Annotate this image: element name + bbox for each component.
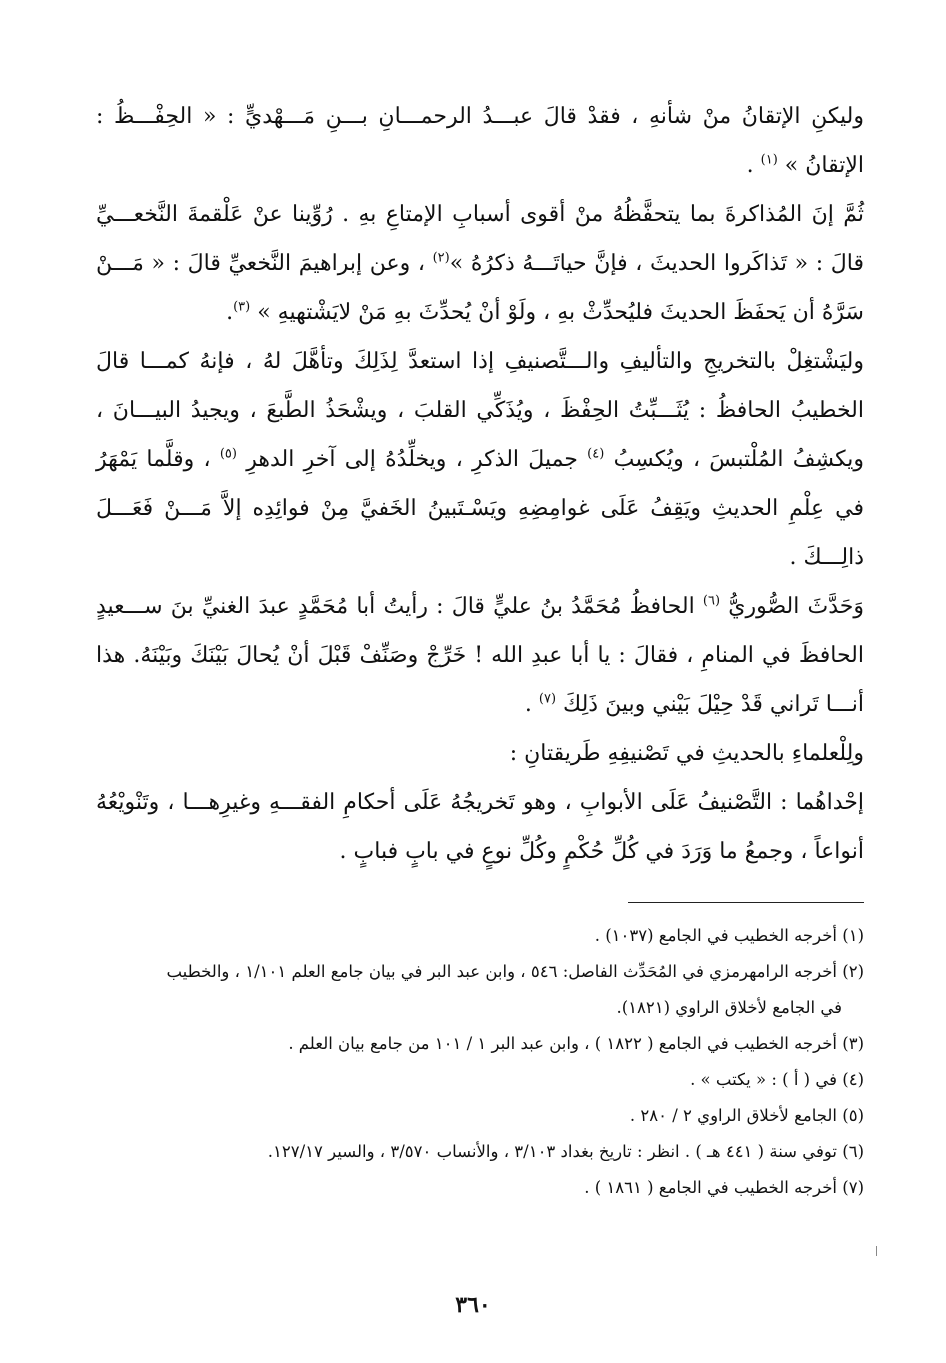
footnote-ref-1: (١)	[760, 152, 778, 168]
paragraph-2-text-a: ثُمَّ إنَ المُذاكرةَ بما يتحفَّظُهُ منْ أقوى أسبابِ الإمتاعِ بهِ . رُوِّينا عنْ عَلْقمةَ النَّخعـــيِّ قالَ : « تَذاكَروا الحديثَ ، فإنَّ حياتَـــهُ ذكرُهُ »	[96, 202, 864, 276]
margin-mark	[876, 1246, 877, 1256]
footnote-ref-4: (٤)	[587, 446, 605, 462]
paragraph-2-end: .	[226, 300, 234, 325]
footnote-ref-5: (٥)	[219, 446, 237, 462]
paragraph-6-text: إحْداهُما : التَّصْنيفُ عَلَى الأبوابِ ، وهو تَخريجُهُ عَلَى أحكامِ الفقـــهِ وغيرِهـــا ، وتَنْويْعُهُ أنواعاً ، وجمعُ ما وَرَدَ في كُلِّ حُكْمٍ وكُلِّ نوعٍ في بابٍ فبابٍ .	[96, 790, 864, 864]
footnotes	[96, 918, 864, 1206]
footnote-4: (٤) في ( أ ) : « يكتب » .	[690, 1070, 864, 1089]
paragraph-5	[96, 729, 864, 778]
footnote-2-continued: في الجامع لأخلاق الراوي (١٨٢١).	[616, 998, 842, 1017]
footnote-1: (١) أخرجه الخطيب في الجامع (١٠٣٧) .	[594, 926, 864, 945]
paragraph-2-text-b: ، وعن إبراهيمَ النَّخعيِّ قالَ : « مَـــنْ سَرَّهُ أن يَحفَظَ الحديثَ فليُحدِّثْ بهِ ، ولَوْ أنْ يُحدِّثَ بهِ مَنْ لايَشْتهيهِ »	[96, 251, 864, 325]
footnote-ref-7: (٧)	[538, 691, 557, 707]
footnote-ref-6: (٦)	[702, 593, 721, 609]
main-text	[96, 92, 864, 876]
paragraph-4	[96, 582, 864, 729]
paragraph-1-end: .	[746, 153, 761, 178]
footnote-separator	[628, 902, 864, 903]
footnote-5: (٥) الجامع لأخلاق الراوي ٢ / ٢٨٠ .	[629, 1106, 864, 1125]
footnote-6: (٦) توفي سنة ( ٤٤١ هـ ) . انظر : تاريخ بغداد ٣/١٠٣ ، والأنساب ٣/٥٧٠ ، والسير ١٢٧/١٧.	[267, 1142, 864, 1161]
paragraph-1	[96, 92, 864, 190]
paragraph-3-text-c: ، وقلَّما يَمْهَرُ في عِلْمِ الحديثِ ويَقِفُ عَلَى غوامِضِهِ ويَسْـتَبينُ الخَفيَّ مِنْ فوائِدِه إلاَّ مَـــنْ فَعَـــلَ ذالِـــكَ .	[96, 447, 864, 570]
paragraph-4-end: .	[524, 692, 539, 717]
paragraph-3-text-b: جميلَ الذكرِ ، ويخلِّدُهُ إلى آخرِ الدهرِ	[246, 447, 588, 472]
paragraph-3	[96, 337, 864, 582]
footnote-ref-3: (٣)	[233, 299, 251, 315]
paragraph-3-text-a: وليَشْتغِلْ بالتخريجِ والتأليفِ والـــتَّصنيفِ إذا استعدَّ لِذَلِكَ وتأهَّلَ لهُ ، فإنهُ كمـــا قالَ الخطيبُ الحافظُ : يُثَـــبِّتُ الحِفْظَ ، ويُذَكِّي القلبَ ، ويشْحَذُ الطَّبعَ ، ويجيدُ البيـــانَ ، ويكشِفُ المُلْتبسَ ، ويُكسِبُ	[96, 349, 864, 472]
footnote-ref-2: (٢)	[432, 250, 450, 266]
paragraph-6	[96, 778, 864, 876]
footnote-2: (٢) أخرجه الرامهرمزي في المُحَدِّث الفاصل: ٥٤٦ ، وابن عبد البر في بيان جامع العلم ١/١٠١ ، والخطيب	[166, 962, 864, 981]
paragraph-5-text: ولِلْعلماءِ بالحديثِ في تَصْنيفِهِ طَريقتانِ :	[509, 741, 864, 766]
paragraph-2	[96, 190, 864, 337]
paragraph-1-text: وليكنِ الإتقانُ منْ شأنهِ ، فقدْ قالَ عبـــدُ الرحمـــانِ بـــنِ مَـــهْديٍّ : « الحِفْـــظُ : الإتقانُ »	[96, 104, 864, 178]
footnote-3: (٣) أخرجه الخطيب في الجامع ( ١٨٢٢ ) ، وابن عبد البر ١ / ١٠١ من جامع بيان العلم .	[288, 1034, 864, 1053]
paragraph-4-text-a: وَحَدَّثَ الصُّوريُّ	[728, 594, 865, 619]
paragraph-4-text-b: الحافظُ مُحَمَّدُ بنُ عليٍّ قالَ : رأيتُ أبا مُحَمَّدٍ عبدَ الغنيِّ بنَ ســـعيدٍ الحافظَ في المنامِ ، فقالَ : يا أبا عبدِ الله ! خَرِّجْ وصَنِّفْ قَبْلَ أنْ يُحالَ بَيْنَكَ وبَيْنَهُ. هذا أنـــا تَراني قَدْ حِيْلَ بَيْني وبينَ ذَلِكَ	[96, 594, 864, 717]
footnote-7: (٧) أخرجه الخطيب في الجامع ( ١٨٦١ ) .	[584, 1178, 864, 1197]
page-number: ٣٦٠	[455, 1292, 491, 1318]
